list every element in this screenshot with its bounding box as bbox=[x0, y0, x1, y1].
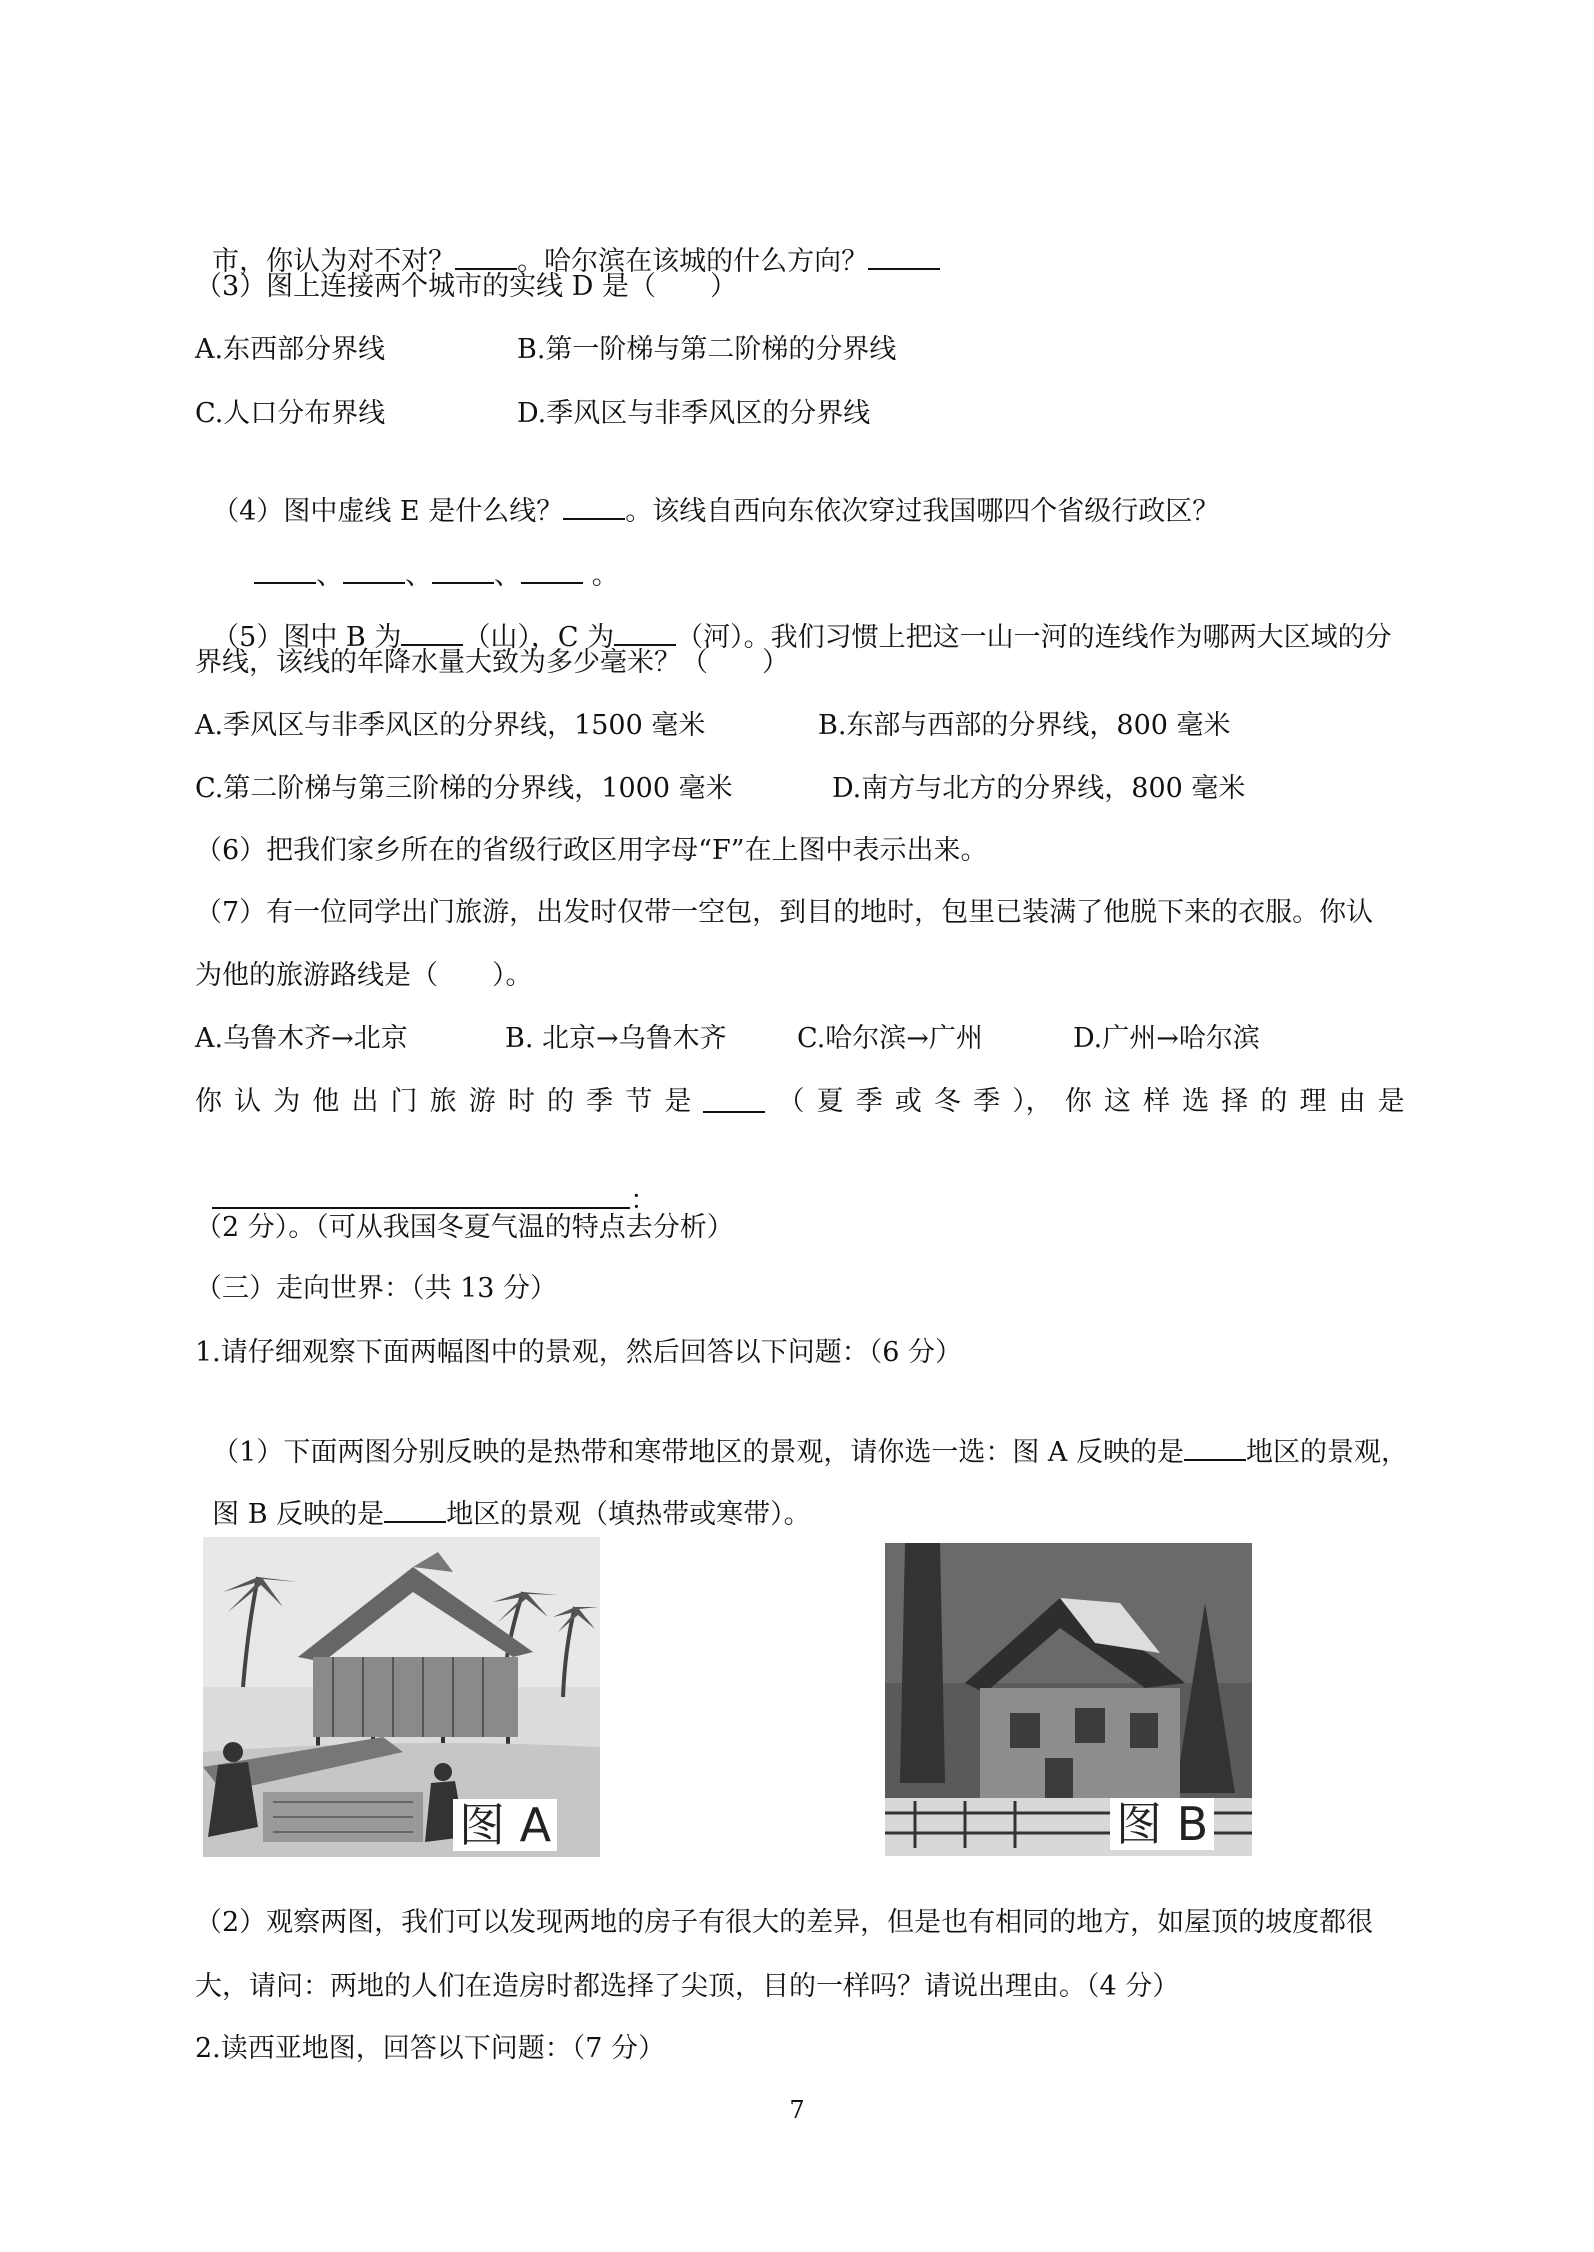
text-char: 选 bbox=[1182, 1086, 1210, 1117]
text-char: 理 bbox=[1299, 1086, 1327, 1117]
answer-blank[interactable] bbox=[254, 556, 316, 584]
option-b: B.第一阶梯与第二阶梯的分界线 bbox=[517, 334, 897, 365]
colon: ： bbox=[630, 1185, 658, 1216]
answer-blank[interactable] bbox=[455, 242, 517, 270]
question-7-season-line bbox=[195, 1085, 1405, 1119]
text-char: 旅 bbox=[429, 1086, 457, 1117]
question-2: 2.读西亚地图，回答以下问题：（7 分） bbox=[195, 2033, 666, 2064]
separator: 、 bbox=[494, 560, 522, 591]
answer-blank[interactable] bbox=[384, 1495, 446, 1523]
figure-a-label: 图 A bbox=[453, 1799, 557, 1851]
text-char: 门 bbox=[390, 1086, 418, 1117]
text-char: 是 bbox=[1377, 1086, 1405, 1117]
question-1-1 bbox=[195, 1399, 1408, 1470]
text: 。该线自西向东依次穿过我国哪四个省级行政区？ bbox=[625, 496, 1220, 527]
separator: 、 bbox=[405, 560, 433, 591]
question-7-note: （2 分）。（可从我国冬夏气温的特点去分析） bbox=[195, 1212, 734, 1243]
text-char: 或 bbox=[894, 1086, 922, 1117]
answer-blank[interactable] bbox=[868, 242, 940, 270]
option-b: B.东部与西部的分界线，800 毫米 bbox=[818, 710, 1231, 741]
q2-continuation bbox=[195, 208, 940, 279]
text-char: 择 bbox=[1221, 1086, 1249, 1117]
text: （河）。我们习惯上把这一山一河的连线作为哪两大区域的分 bbox=[676, 622, 1392, 653]
question-1-2-line2: 大，请问：两地的人们在造房时都选择了尖顶，目的一样吗？请说出理由。（4 分） bbox=[195, 1971, 1180, 2002]
question-7: （7）有一位同学出门旅游，出发时仅带一空包，到目的地时，包里已装满了他脱下来的衣服。你认 bbox=[195, 897, 1374, 928]
question-7-line2: 为他的旅游路线是（ ）。 bbox=[195, 960, 533, 991]
question-5 bbox=[195, 584, 1392, 655]
question-6: （6）把我们家乡所在的省级行政区用字母“F”在上图中表示出来。 bbox=[195, 835, 988, 866]
question-1-2: （2）观察两图，我们可以发现两地的房子有很大的差异，但是也有相同的地方，如屋顶的坡度都很 bbox=[195, 1907, 1374, 1938]
period: 。 bbox=[591, 560, 619, 591]
text-char: 出 bbox=[351, 1086, 379, 1117]
text: （5）图中 B 为 bbox=[212, 622, 402, 653]
option-b: B. 北京→乌鲁木齐 bbox=[505, 1023, 727, 1054]
option-a: A.乌鲁木齐→北京 bbox=[195, 1023, 408, 1054]
text: 市，你认为对不对？ bbox=[212, 246, 456, 277]
text-char: 的 bbox=[546, 1086, 574, 1117]
text-char: 你 bbox=[1064, 1086, 1092, 1117]
figure-b-label: 图 B bbox=[1110, 1798, 1214, 1850]
answer-blank[interactable] bbox=[703, 1085, 765, 1113]
option-c: C.人口分布界线 bbox=[195, 398, 386, 429]
text-char: 由 bbox=[1338, 1086, 1366, 1117]
text-char: 冬 bbox=[933, 1086, 961, 1117]
text-char: 季 bbox=[973, 1086, 1001, 1117]
question-3: （3）图上连接两个城市的实线 D 是（ ） bbox=[195, 271, 737, 302]
separator: 、 bbox=[316, 560, 344, 591]
text: （4）图中虚线 E 是什么线？ bbox=[212, 496, 564, 527]
answer-blank[interactable] bbox=[521, 556, 583, 584]
page-number: 7 bbox=[789, 2096, 805, 2124]
section-heading: （三）走向世界：（共 13 分） bbox=[195, 1273, 558, 1304]
option-c: C.哈尔滨→广州 bbox=[797, 1023, 983, 1054]
option-a: A.东西部分界线 bbox=[195, 334, 386, 365]
figure-a-tropical-landscape bbox=[203, 1537, 600, 1857]
answer-blank[interactable] bbox=[563, 492, 625, 520]
text-char: 为 bbox=[273, 1086, 301, 1117]
option-d: D.季风区与非季风区的分界线 bbox=[517, 398, 871, 429]
option-d: D.南方与北方的分界线，800 毫米 bbox=[832, 773, 1246, 804]
question-7-reason-line bbox=[195, 1147, 657, 1218]
text-char: 游 bbox=[468, 1086, 496, 1117]
answer-blank[interactable] bbox=[432, 556, 494, 584]
text: 地区的景观（填热带或寒带）。 bbox=[446, 1499, 811, 1530]
text-char: 时 bbox=[507, 1086, 535, 1117]
option-c: C.第二阶梯与第三阶梯的分界线，1000 毫米 bbox=[195, 773, 733, 804]
text-char: 季 bbox=[855, 1086, 883, 1117]
text-char: 认 bbox=[234, 1086, 262, 1117]
question-1: 1.请仔细观察下面两幅图中的景观，然后回答以下问题：（6 分） bbox=[195, 1337, 963, 1368]
answer-blank[interactable] bbox=[343, 556, 405, 584]
question-4 bbox=[195, 458, 1219, 529]
question-4-blanks bbox=[237, 522, 619, 593]
text-char: 季 bbox=[586, 1086, 614, 1117]
text-char: 他 bbox=[312, 1086, 340, 1117]
text-char: 样 bbox=[1143, 1086, 1171, 1117]
text-char: 你 bbox=[195, 1086, 222, 1117]
option-d: D.广州→哈尔滨 bbox=[1073, 1023, 1260, 1054]
text: 地区的景观， bbox=[1246, 1437, 1409, 1468]
question-1-1-line2 bbox=[195, 1461, 811, 1532]
text-char: 这 bbox=[1103, 1086, 1131, 1117]
option-a: A.季风区与非季风区的分界线，1500 毫米 bbox=[195, 710, 706, 741]
text: 。哈尔滨在该城的什么方向？ bbox=[517, 246, 869, 277]
figure-b-cold-landscape bbox=[885, 1543, 1252, 1856]
text: 图 B 反映的是 bbox=[212, 1499, 385, 1530]
text-char: （ bbox=[777, 1086, 805, 1117]
text: （1）下面两图分别反映的是热带和寒带地区的景观，请你选一选：图 A 反映的是 bbox=[212, 1437, 1185, 1468]
answer-blank[interactable] bbox=[401, 618, 463, 646]
answer-blank[interactable] bbox=[614, 618, 676, 646]
text-char: 是 bbox=[664, 1086, 692, 1117]
text-char: 夏 bbox=[816, 1086, 844, 1117]
answer-blank[interactable] bbox=[1184, 1433, 1246, 1461]
text-char: 节 bbox=[625, 1086, 653, 1117]
question-5-line2: 界线，该线的年降水量大致为多少毫米？（ ） bbox=[195, 647, 789, 678]
text-char: 的 bbox=[1260, 1086, 1288, 1117]
text: （山），C 为 bbox=[463, 622, 615, 653]
text-char: ）， bbox=[1012, 1086, 1053, 1117]
answer-blank[interactable] bbox=[212, 1181, 630, 1209]
